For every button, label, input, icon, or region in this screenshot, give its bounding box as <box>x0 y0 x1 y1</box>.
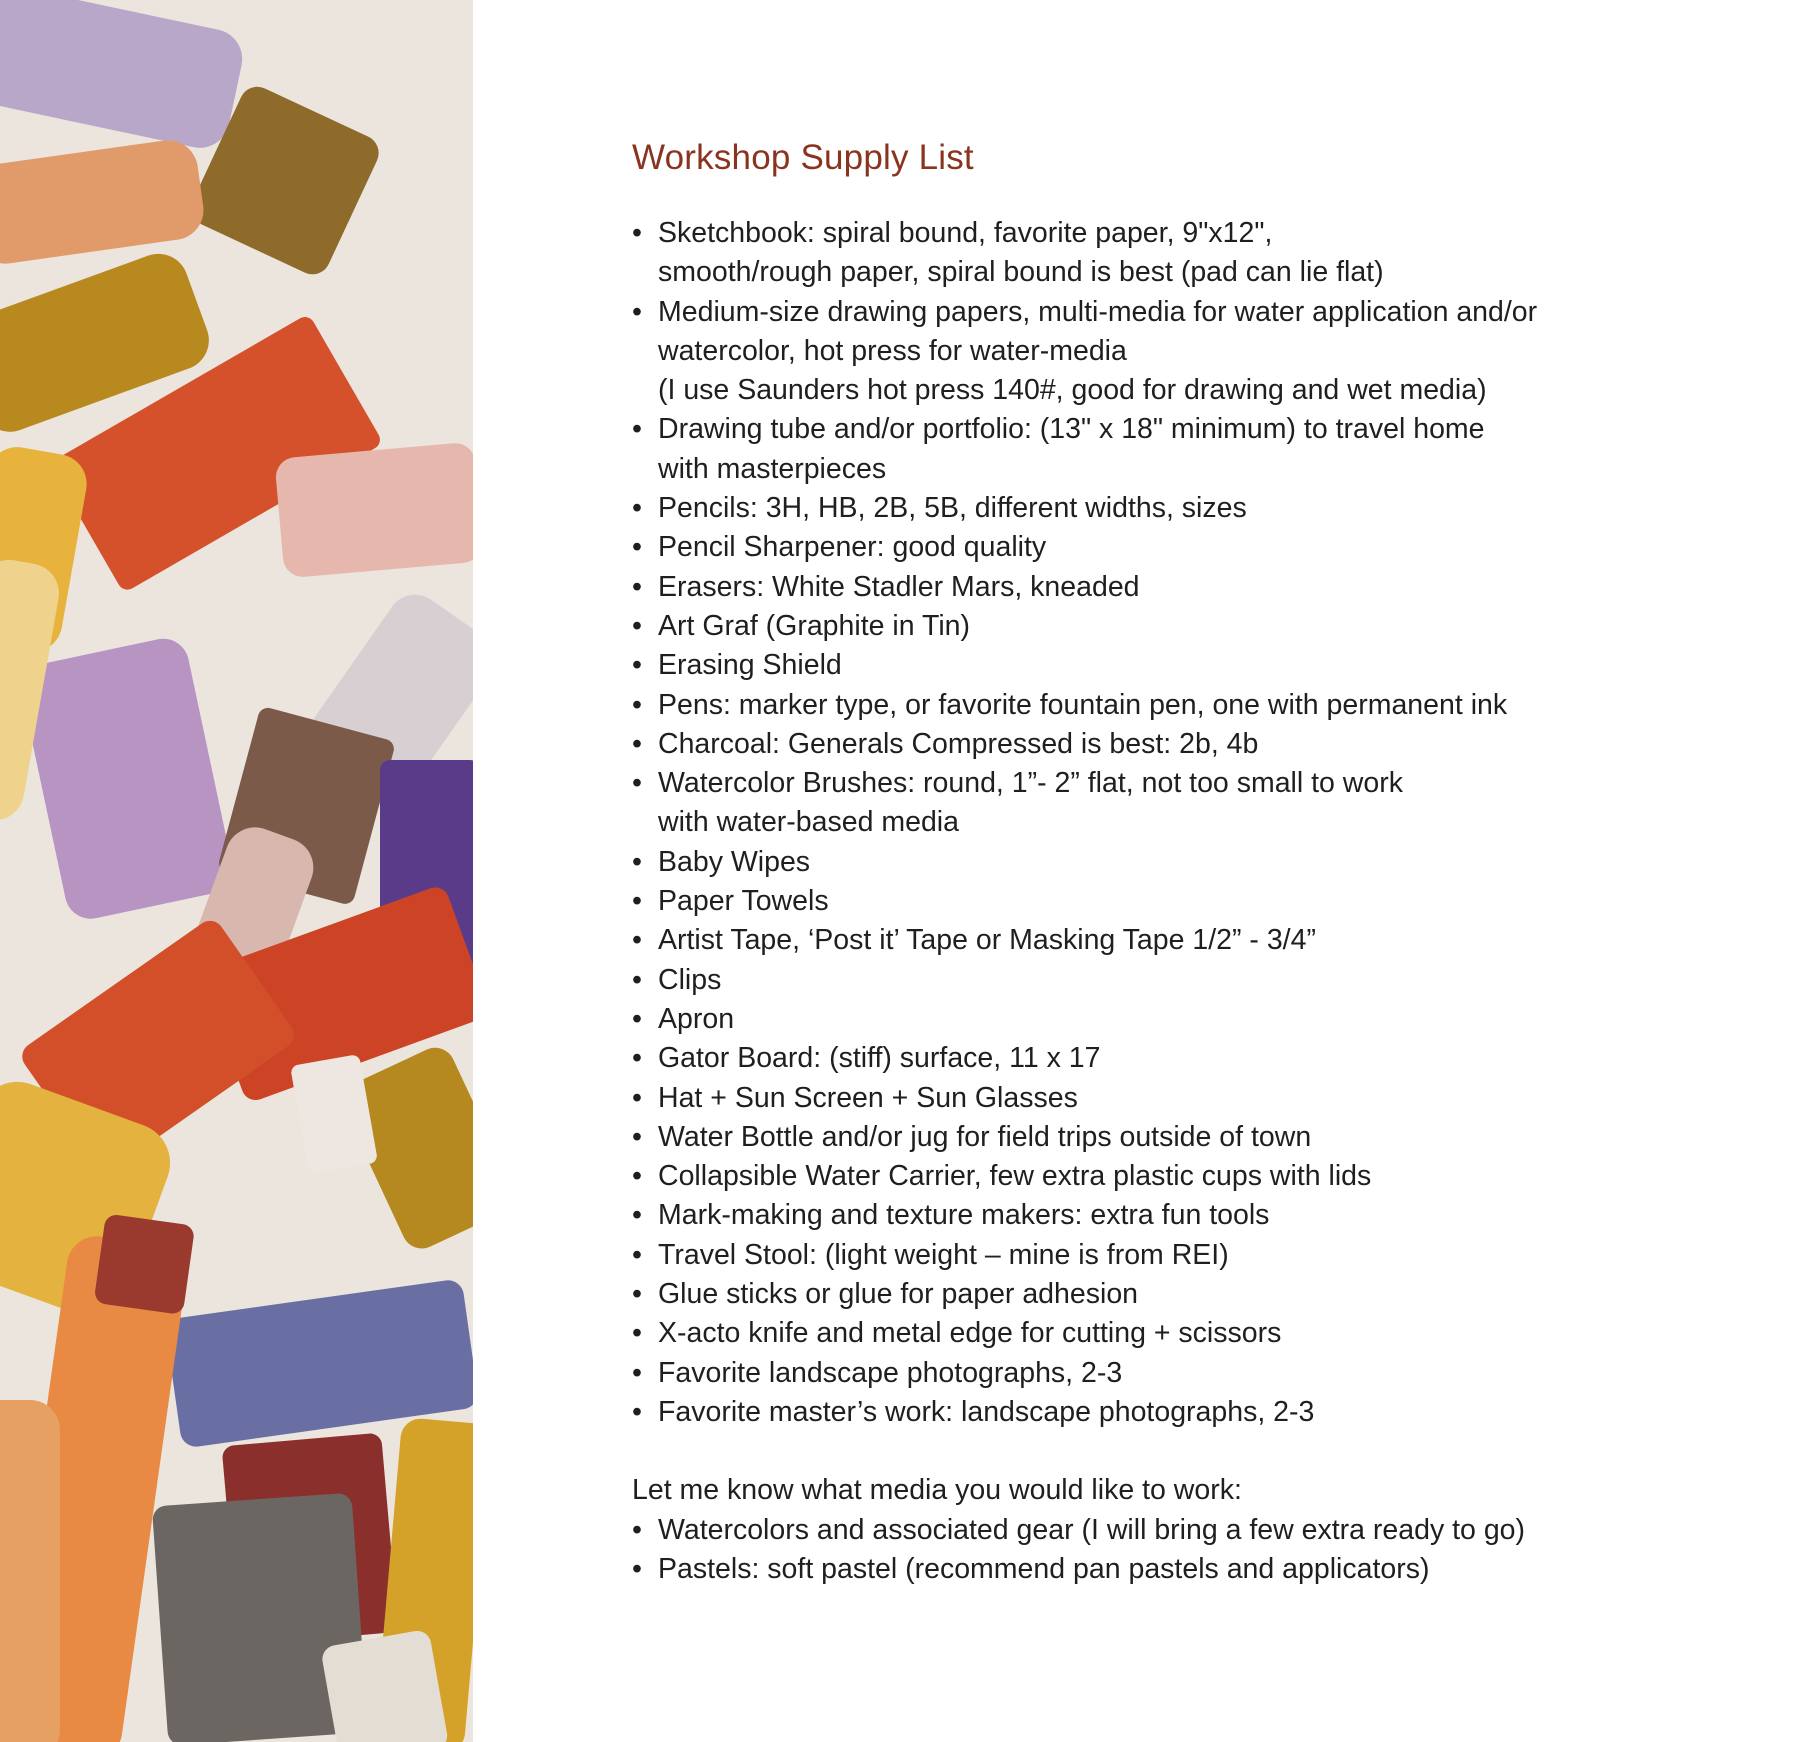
list-item: • Pencils: 3H, HB, 2B, 5B, different widths, sizes <box>632 489 1752 528</box>
list-item: • Pens: marker type, or favorite fountain pen, one with permanent ink <box>632 686 1752 725</box>
page-title: Workshop Supply List <box>632 138 974 177</box>
pastel-illustration <box>0 0 473 1742</box>
list-item: • Mark-making and texture makers: extra fun tools <box>632 1196 1752 1235</box>
list-item: • Watercolor Brushes: round, 1”- 2” flat, not too small to work with water-based media <box>632 764 1752 843</box>
list-item: • Water Bottle and/or jug for field trips outside of town <box>632 1118 1752 1157</box>
list-item: • Charcoal: Generals Compressed is best: 2b, 4b <box>632 725 1752 764</box>
list-item: • Medium-size drawing papers, multi-media for water application and/or watercolor, hot press for water-media (I use Saunders hot press 140#, good for drawing and wet media) <box>632 293 1752 411</box>
list-item: • Art Graf (Graphite in Tin) <box>632 607 1752 646</box>
media-option: • Pastels: soft pastel (recommend pan pastels and applicators) <box>632 1550 1752 1589</box>
list-item: • Artist Tape, ‘Post it’ Tape or Masking Tape 1/2” - 3/4” <box>632 921 1752 960</box>
list-item: • Apron <box>632 1000 1752 1039</box>
list-item: • Pencil Sharpener: good quality <box>632 528 1752 567</box>
list-item: • Gator Board: (stiff) surface, 11 x 17 <box>632 1039 1752 1078</box>
list-item: • Favorite master’s work: landscape photographs, 2-3 <box>632 1393 1752 1432</box>
list-item: • Baby Wipes <box>632 843 1752 882</box>
list-item: • Erasing Shield <box>632 646 1752 685</box>
media-option: • Watercolors and associated gear (I will bring a few extra ready to go) <box>632 1511 1752 1550</box>
pastel-sticks-photo <box>0 0 473 1742</box>
list-item: • Collapsible Water Carrier, few extra plastic cups with lids <box>632 1157 1752 1196</box>
list-item: • Sketchbook: spiral bound, favorite paper, 9"x12", smooth/rough paper, spiral bound is best (pad can lie flat) <box>632 214 1752 293</box>
list-item: • Hat + Sun Screen + Sun Glasses <box>632 1079 1752 1118</box>
list-item: • Travel Stool: (light weight – mine is from REI) <box>632 1236 1752 1275</box>
media-options-list <box>632 1511 1752 1590</box>
list-item: • Erasers: White Stadler Mars, kneaded <box>632 568 1752 607</box>
list-item: • Glue sticks or glue for paper adhesion <box>632 1275 1752 1314</box>
list-item: • Paper Towels <box>632 882 1752 921</box>
supply-list-content <box>632 138 1752 1589</box>
supply-list <box>632 214 1752 1432</box>
list-item: • Clips <box>632 961 1752 1000</box>
list-item: • Drawing tube and/or portfolio: (13" x 18" minimum) to travel home with masterpieces <box>632 410 1752 489</box>
media-intro: Let me know what media you would like to work: <box>632 1474 1242 1507</box>
list-item: • Favorite landscape photographs, 2-3 <box>632 1354 1752 1393</box>
list-item: • X-acto knife and metal edge for cutting + scissors <box>632 1314 1752 1353</box>
